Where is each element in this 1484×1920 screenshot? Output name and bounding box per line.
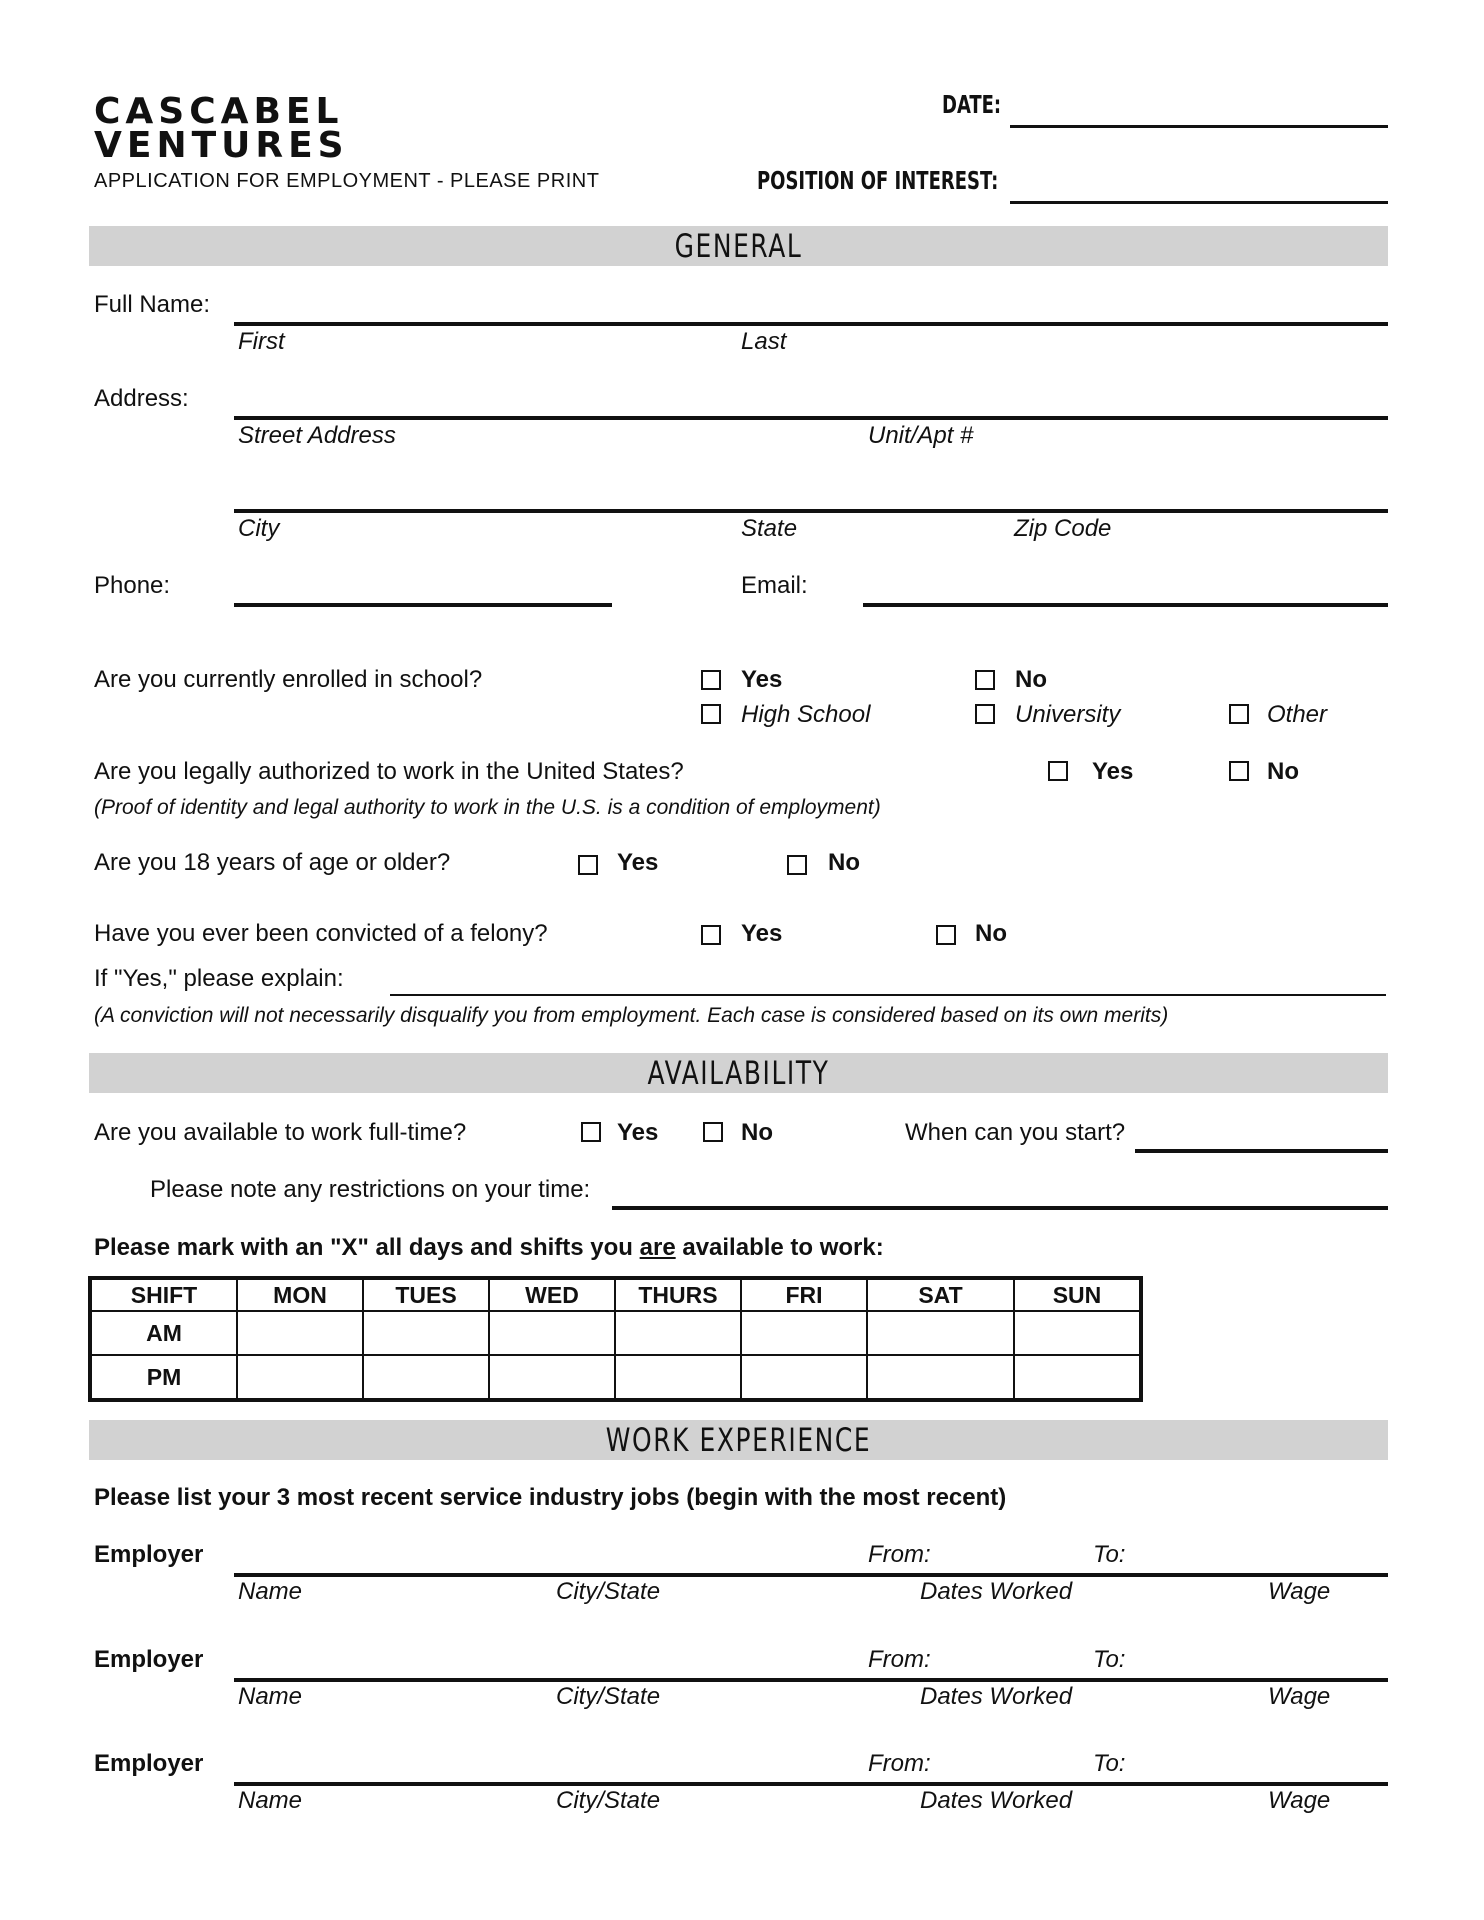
header-sun: SUN	[1014, 1278, 1141, 1311]
authorized-note: (Proof of identity and legal authority to work in the U.S. is a condition of employment)	[94, 796, 881, 819]
work-section-title: WORK EXPERIENCE	[605, 1421, 872, 1459]
employer-2-label: Employer	[94, 1646, 204, 1673]
first-caption: First	[238, 328, 285, 355]
explain-label: If "Yes," please explain:	[94, 965, 344, 992]
header-sat: SAT	[867, 1278, 1014, 1311]
zip-caption: Zip Code	[1014, 515, 1112, 542]
age-yes-label: Yes	[617, 849, 659, 876]
high-school-label: High School	[741, 701, 871, 728]
cell-pm-sat[interactable]	[867, 1355, 1014, 1400]
unit-caption: Unit/Apt #	[868, 422, 974, 449]
street-address-field[interactable]	[234, 416, 1388, 420]
shift-am: AM	[90, 1311, 237, 1355]
general-section-bar	[89, 226, 1388, 266]
cell-am-thurs[interactable]	[615, 1311, 741, 1355]
cell-am-sun[interactable]	[1014, 1311, 1141, 1355]
employer-1-field[interactable]	[234, 1573, 1388, 1577]
employer-2-field[interactable]	[234, 1678, 1388, 1682]
header-mon: MON	[237, 1278, 363, 1311]
university-label: University	[1015, 701, 1121, 728]
employer-1-dates-caption: Dates Worked	[920, 1578, 1073, 1605]
fulltime-no-label: No	[741, 1119, 773, 1146]
authorized-question: Are you legally authorized to work in the United States?	[94, 758, 684, 785]
position-label: POSITION OF INTEREST:	[757, 166, 999, 195]
felony-no-label: No	[975, 920, 1007, 947]
last-caption: Last	[741, 328, 787, 355]
header-wed: WED	[489, 1278, 615, 1311]
email-field[interactable]	[863, 603, 1388, 607]
employer-3-label: Employer	[94, 1750, 204, 1777]
start-question: When can you start?	[905, 1119, 1126, 1146]
street-caption: Street Address	[238, 422, 396, 449]
employer-3-field[interactable]	[234, 1782, 1388, 1786]
mark-instruction	[94, 1236, 884, 1260]
position-field[interactable]	[1010, 201, 1388, 204]
fulltime-yes-label: Yes	[617, 1119, 659, 1146]
employer-2-from-label: From:	[868, 1646, 931, 1673]
employer-3-name-caption: Name	[238, 1787, 303, 1814]
availability-table	[88, 1276, 1143, 1402]
table-row-am	[90, 1311, 1141, 1355]
authorized-no-checkbox[interactable]	[1229, 761, 1249, 781]
other-label: Other	[1267, 701, 1328, 728]
employer-2-citystate-caption: City/State	[556, 1683, 661, 1710]
school-yes-checkbox[interactable]	[701, 670, 721, 690]
employer-3-to-label: To:	[1093, 1750, 1126, 1777]
felony-yes-label: Yes	[741, 920, 783, 947]
employer-1-citystate-caption: City/State	[556, 1578, 661, 1605]
brand-line-2: VENTURES	[94, 125, 349, 166]
employer-1-to-label: To:	[1093, 1541, 1126, 1568]
employer-2-name-caption: Name	[238, 1683, 303, 1710]
start-date-field[interactable]	[1135, 1149, 1388, 1153]
employer-1-label: Employer	[94, 1541, 204, 1568]
address-label: Address:	[94, 385, 189, 412]
school-no-label: No	[1015, 666, 1047, 693]
cell-am-wed[interactable]	[489, 1311, 615, 1355]
cell-am-mon[interactable]	[237, 1311, 363, 1355]
work-section-bar	[89, 1420, 1388, 1460]
header-shift: SHIFT	[90, 1278, 237, 1311]
employer-2-wage-caption: Wage	[1268, 1683, 1331, 1710]
authorized-no-label: No	[1267, 758, 1299, 785]
felony-note: (A conviction will not necessarily disqualify you from employment. Each case is considered based on its own merits)	[94, 1004, 1169, 1027]
school-question: Are you currently enrolled in school?	[94, 666, 483, 693]
school-no-checkbox[interactable]	[975, 670, 995, 690]
employer-2-to-label: To:	[1093, 1646, 1126, 1673]
header-tues: TUES	[363, 1278, 489, 1311]
work-instruction: Please list your 3 most recent service industry jobs (begin with the most recent)	[94, 1484, 1007, 1511]
restrictions-field[interactable]	[612, 1206, 1388, 1210]
availability-section-title: AVAILABILITY	[647, 1054, 830, 1092]
other-checkbox[interactable]	[1229, 704, 1249, 724]
authorized-yes-checkbox[interactable]	[1048, 761, 1068, 781]
fulltime-no-checkbox[interactable]	[703, 1122, 723, 1142]
mark-suffix: available to work:	[675, 1234, 884, 1261]
employer-3-dates-caption: Dates Worked	[920, 1787, 1073, 1814]
table-row-pm	[90, 1355, 1141, 1400]
cell-am-sat[interactable]	[867, 1311, 1014, 1355]
employer-1-from-label: From:	[868, 1541, 931, 1568]
age-no-label: No	[828, 849, 860, 876]
city-state-zip-field[interactable]	[234, 509, 1388, 513]
cell-am-fri[interactable]	[741, 1311, 867, 1355]
university-checkbox[interactable]	[975, 704, 995, 724]
availability-section-bar	[89, 1053, 1388, 1093]
date-label: DATE:	[942, 90, 1002, 119]
brand-line-1: CASCABEL	[94, 91, 344, 132]
felony-no-checkbox[interactable]	[936, 925, 956, 945]
header-fri: FRI	[741, 1278, 867, 1311]
full-name-field[interactable]	[234, 322, 1388, 326]
employer-1-name-caption: Name	[238, 1578, 303, 1605]
cell-pm-mon[interactable]	[237, 1355, 363, 1400]
phone-label: Phone:	[94, 572, 171, 599]
high-school-checkbox[interactable]	[701, 704, 721, 724]
full-name-label: Full Name:	[94, 291, 211, 318]
email-label: Email:	[741, 572, 808, 599]
cell-pm-wed[interactable]	[489, 1355, 615, 1400]
general-section-title: GENERAL	[674, 227, 803, 265]
felony-question: Have you ever been convicted of a felony?	[94, 920, 548, 947]
form-subtitle: APPLICATION FOR EMPLOYMENT - PLEASE PRINT	[94, 170, 600, 192]
age-yes-checkbox[interactable]	[578, 855, 598, 875]
city-caption: City	[238, 515, 280, 542]
restrictions-label: Please note any restrictions on your time:	[150, 1176, 591, 1203]
explain-field[interactable]	[390, 994, 1386, 996]
age-question: Are you 18 years of age or older?	[94, 849, 451, 876]
cell-pm-fri[interactable]	[741, 1355, 867, 1400]
age-no-checkbox[interactable]	[787, 855, 807, 875]
state-caption: State	[741, 515, 798, 542]
authorized-yes-label: Yes	[1092, 758, 1134, 785]
cell-pm-sun[interactable]	[1014, 1355, 1141, 1400]
employer-2-dates-caption: Dates Worked	[920, 1683, 1073, 1710]
shift-pm: PM	[90, 1355, 237, 1400]
mark-prefix: Please mark with an "X" all days and shifts you	[94, 1234, 640, 1261]
felony-yes-checkbox[interactable]	[701, 925, 721, 945]
date-field[interactable]	[1010, 125, 1388, 128]
employer-3-wage-caption: Wage	[1268, 1787, 1331, 1814]
employer-3-from-label: From:	[868, 1750, 931, 1777]
table-header-row	[90, 1278, 1141, 1311]
header-thurs: THURS	[615, 1278, 741, 1311]
school-yes-label: Yes	[741, 666, 783, 693]
cell-am-tues[interactable]	[363, 1311, 489, 1355]
phone-field[interactable]	[234, 603, 612, 607]
fulltime-yes-checkbox[interactable]	[581, 1122, 601, 1142]
cell-pm-thurs[interactable]	[615, 1355, 741, 1400]
employer-3-citystate-caption: City/State	[556, 1787, 661, 1814]
fulltime-question: Are you available to work full-time?	[94, 1119, 467, 1146]
mark-underlined: are	[639, 1234, 676, 1261]
employer-1-wage-caption: Wage	[1268, 1578, 1331, 1605]
cell-pm-tues[interactable]	[363, 1355, 489, 1400]
